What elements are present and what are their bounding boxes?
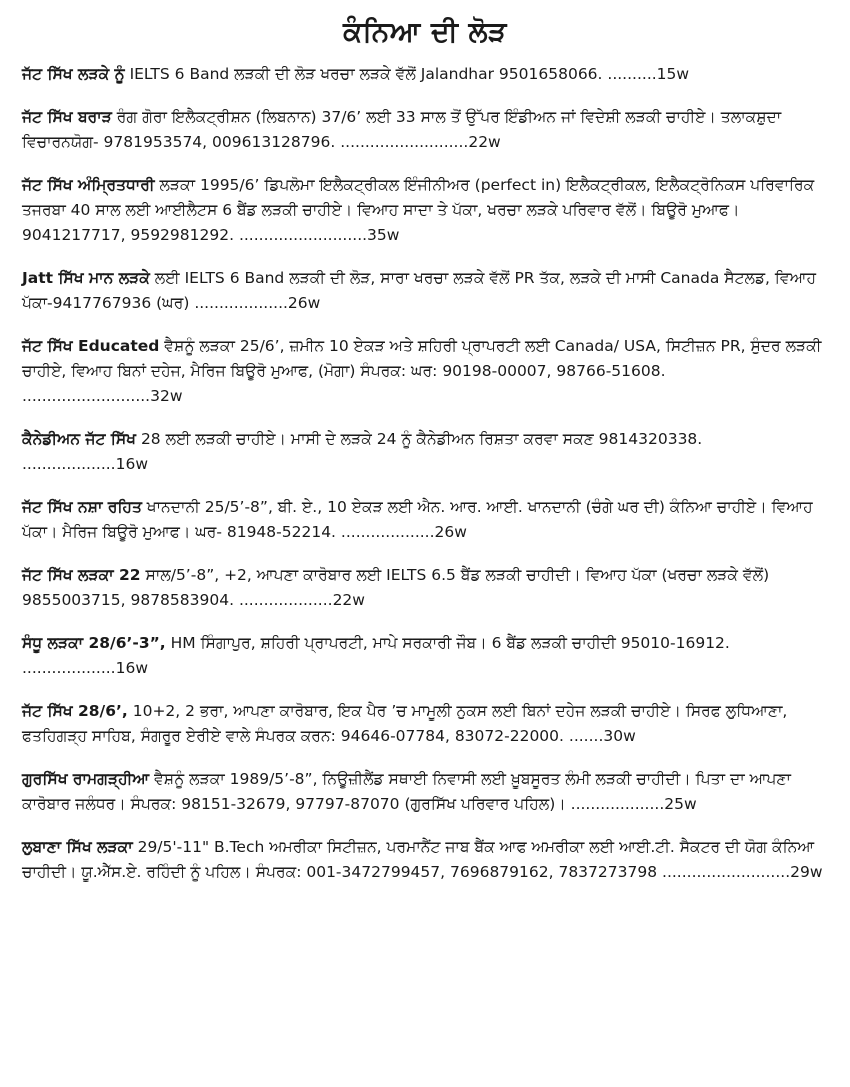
ad-text: IELTS 6 Band ਲੜਕੀ ਦੀ ਲੋੜ ਖਰਚਾ ਲੜਕੇ ਵੱਲੋਂ Jalandhar 9501658066. [124,65,608,83]
ad-lead: ਜੱਟ ਸਿੱਖ 28/6’, [22,702,128,720]
ad-code: ...................22w [238,591,365,609]
ad-text: ਲਈ IELTS 6 Band ਲੜਕੀ ਦੀ ਲੋੜ, ਸਾਰਾ ਖਰਚਾ ਲੜਕੇ ਵੱਲੋਂ PR ਤੱਕ, ਲੜਕੇ ਦੀ ਮਾਸੀ Canada ਸੈਟਲਡ, ਵਿਆਹ ਪੱਕਾ-9417767936 (ਘਰ) [22,269,816,312]
ad-code: ...................16w [22,455,149,473]
ad-code: ..........15w [607,65,690,83]
ad-lead: ਸੰਧੂ ਲੜਕਾ 28/6’-3”, [22,634,166,652]
ad-text: 28 ਲਈ ਲੜਕੀ ਚਾਹੀਏ। ਮਾਸੀ ਦੇ ਲੜਕੇ 24 ਨੂੰ ਕੈਨੇਡੀਅਨ ਰਿਸ਼ਤਾ ਕਰਵਾ ਸਕਣ 9814320338. [136,430,703,448]
ad-lead: Jatt ਸਿੱਖ ਮਾਨ ਲੜਕੇ [22,269,150,287]
ad-text: ਵੈਸ਼ਨੂੰ ਲੜਕਾ 1989/5’-8”, ਨਿਊਜ਼ੀਲੈਂਡ ਸਥਾਈ ਨਿਵਾਸੀ ਲਈ ਖ਼ੂਬਸੂਰਤ ਲੰਮੀ ਲੜਕੀ ਚਾਹੀਦੀ। ਪਿਤਾ ਦਾ ਆਪਣਾ ਕਾਰੋਬਾਰ ਜਲੰਧਰ। ਸੰਪਰਕ: 98151-32679, 97797-87070 (ਗੁਰਸਿੱਖ ਪਰਿਵਾਰ ਪਹਿਲ)। [22,770,791,813]
classified-ad [22,266,828,316]
ad-code: ..........................29w [662,863,823,881]
classified-ad [22,334,828,409]
ad-code: ...................25w [570,795,697,813]
page-title: ਕੰਨਿਆ ਦੀ ਲੋੜ [343,15,507,48]
classified-ad [22,767,828,817]
ad-code: ..........................35w [238,226,400,244]
ad-text: HM ਸਿੰਗਾਪੁਰ, ਸ਼ਹਿਰੀ ਪ੍ਰਾਪਰਟੀ, ਮਾਪੇ ਸਰਕਾਰੀ ਜੌਬ। 6 ਬੈਂਡ ਲੜਕੀ ਚਾਹੀਦੀ 95010-16912. [165,634,730,652]
ad-lead: ਗੁਰਸਿੱਖ ਰਾਮਗੜ੍ਹੀਆ [22,770,150,788]
ad-lead: ਲੁਬਾਣਾ ਸਿੱਖ ਲੜਕਾ [22,838,133,856]
ad-text: ਖਾਨਦਾਨੀ 25/5’-8”, ਬੀ. ਏ., 10 ਏਕੜ ਲਈ ਐਨ. ਆਰ. ਆਈ. ਖਾਨਦਾਨੀ (ਚੰਗੇ ਘਰ ਦੀ) ਕੰਨਿਆ ਚਾਹੀਏ। ਵਿਆਹ ਪੱਕਾ। ਮੈਰਿਜ ਬਿਊਰੋ ਮੁਆਫ। ਘਰ- 81948-52214. [22,498,813,541]
classified-ad [22,427,828,477]
ad-lead: ਕੈਨੇਡੀਅਨ ਜੱਟ ਸਿੱਖ [22,430,137,448]
ad-code: ...................26w [340,523,467,541]
classified-ad [22,62,828,87]
ad-text: ਸਾਲ/5’-8”, +2, ਆਪਣਾ ਕਾਰੋਬਾਰ ਲਈ IELTS 6.5 ਬੈਂਡ ਲੜਕੀ ਚਾਹੀਦੀ। ਵਿਆਹ ਪੱਕਾ (ਖਰਚਾ ਲੜਕੇ ਵੱਲੋਂ) 9855003715, 9878583904. [22,566,770,609]
ad-lead: ਜੱਟ ਸਿੱਖ ਬਰਾੜ [22,108,112,126]
classified-ad [22,495,828,545]
ad-text: ਰੰਗ ਗੋਰਾ ਇਲੈਕਟ੍ਰੀਸ਼ਨ (ਲਿਬਨਾਨ) 37/6’ ਲਈ 33 ਸਾਲ ਤੋਂ ਉੱਪਰ ਇੰਡੀਅਨ ਜਾਂ ਵਿਦੇਸ਼ੀ ਲੜਕੀ ਚਾਹੀਏ। ਤਲਾਕਸ਼ੁਦਾ ਵਿਚਾਰਨਯੋਗ- 9781953574, 009613128796. [22,108,782,151]
ads-list [22,62,828,903]
ad-code: .......30w [568,727,636,745]
classified-ad [22,631,828,681]
ad-code: ..........................22w [340,133,501,151]
ad-code: ...................26w [194,294,321,312]
classified-ad [22,835,828,885]
ad-text: ਵੈਸ਼ਨੂੰ ਲੜਕਾ 25/6’, ਜ਼ਮੀਨ 10 ਏਕੜ ਅਤੇ ਸ਼ਹਿਰੀ ਪ੍ਰਾਪਰਟੀ ਲਈ Canada/ USA, ਸਿਟੀਜ਼ਨ PR, ਸੁੰਦਰ ਲੜਕੀ ਚਾਹੀਏ, ਵਿਆਹ ਬਿਨਾਂ ਦਹੇਜ, ਮੈਰਿਜ ਬਿਊਰੋ ਮੁਆਫ, (ਮੋਗਾ) ਸੰਪਰਕ: ਘਰ: 90198-00007, 98766-51608. [22,337,822,380]
classified-ad [22,699,828,749]
ad-lead: ਜੱਟ ਸਿੱਖ ਲੜਕੇ ਨੂੰ [22,65,125,83]
ad-lead: ਜੱਟ ਸਿੱਖ ਨਸ਼ਾ ਰਹਿਤ [22,498,142,516]
classified-ad [22,563,828,613]
classified-ad [22,173,828,248]
ad-lead: ਜੱਟ ਸਿੱਖ ਅੰਮ੍ਰਿਤਧਾਰੀ [22,176,155,194]
ad-lead: ਜੱਟ ਸਿੱਖ Educated [22,337,160,355]
classified-ad [22,105,828,155]
ad-code: ..........................32w [22,387,183,405]
ad-lead: ਜੱਟ ਸਿੱਖ ਲੜਕਾ 22 [22,566,141,584]
ad-text: 10+2, 2 ਭਰਾ, ਆਪਣਾ ਕਾਰੋਬਾਰ, ਇਕ ਪੈਰ ’ਚ ਮਾਮੂਲੀ ਨੁਕਸ ਲਈ ਬਿਨਾਂ ਦਹੇਜ ਲੜਕੀ ਚਾਹੀਏ। ਸਿਰਫ ਲੁਧਿਆਣਾ, ਫਤਹਿਗੜ੍ਹ ਸਾਹਿਬ, ਸੰਗਰੂਰ ਏਰੀਏ ਵਾਲੇ ਸੰਪਰਕ ਕਰਨ: 94646-07784, 83072-22000. [22,702,788,745]
ad-code: ...................16w [22,659,149,677]
ad-text: 29/5'-11" B.Tech ਅਮਰੀਕਾ ਸਿਟੀਜ਼ਨ, ਪਰਮਾਨੈਂਟ ਜਾਬ ਬੈਂਕ ਆਫ ਅਮਰੀਕਾ ਲਈ ਆਈ.ਟੀ. ਸੈਕਟਰ ਦੀ ਯੋਗ ਕੰਨਿਆ ਚਾਹੀਦੀ। ਯੂ.ਐੱਸ.ਏ. ਰਹਿੰਦੀ ਨੂੰ ਪਹਿਲ। ਸੰਪਰਕ: 001-3472799457, 7696879162, 7837273798 [22,838,815,881]
ad-text: ਲੜਕਾ 1995/6’ ਡਿਪਲੋਮਾ ਇਲੈਕਟ੍ਰੀਕਲ ਇੰਜੀਨੀਅਰ (perfect in) ਇਲੈਕਟ੍ਰੀਕਲ, ਇਲੈਕਟ੍ਰੋਨਿਕਸ ਪਰਿਵਾਰਿਕ ਤਜਰਬਾ 40 ਸਾਲ ਲਈ ਆਈਲੈਟਸ 6 ਬੈਂਡ ਲੜਕੀ ਚਾਹੀਏ। ਵਿਆਹ ਸਾਦਾ ਤੇ ਪੱਕਾ, ਖਰਚਾ ਲੜਕੇ ਪਰਿਵਾਰ ਵੱਲੋਂ। ਬਿਊਰੋ ਮੁਆਫ। 9041217717, 9592981292. [22,176,815,244]
